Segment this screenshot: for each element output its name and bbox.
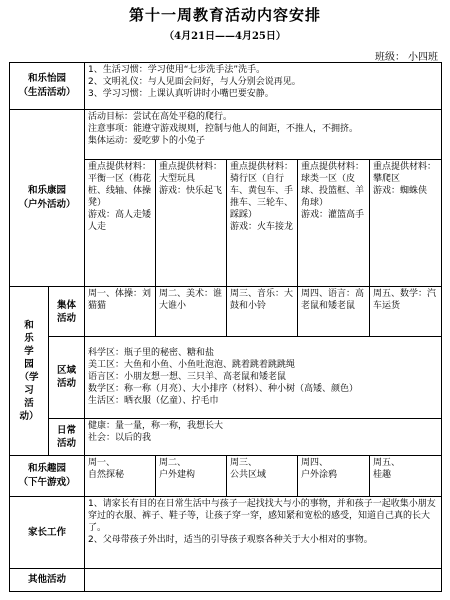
group-activity-fri bbox=[370, 287, 442, 336]
life-garden-label-type: （生活活动） bbox=[18, 87, 76, 99]
health-garden-label-type: （户外活动） bbox=[18, 199, 76, 211]
parent-work-row bbox=[10, 497, 442, 569]
daily-line: 社会：以后的我 bbox=[88, 433, 152, 444]
area-game: 游戏：蜘蛛侠 bbox=[373, 185, 428, 196]
area-materials: 重点提供材料：大型玩具 bbox=[159, 161, 223, 184]
learning-label-char: 习 bbox=[24, 385, 34, 397]
daily-label-line: 活动 bbox=[57, 438, 77, 450]
fun-day-fri bbox=[370, 456, 442, 497]
group-label-line: 活动 bbox=[57, 312, 77, 324]
other-content bbox=[85, 569, 442, 592]
area-materials: 重点提供材料：骑行区（自行车、黄包车、手推车、三轮车、踩踩） bbox=[230, 161, 294, 220]
area-game: 游戏：高人走矮人走 bbox=[88, 209, 152, 232]
life-line: 1、生活习惯：学习使用“七步洗手法”洗手。 bbox=[88, 65, 266, 75]
group-activity-text: 周一、体操：刘猫猫 bbox=[88, 289, 152, 312]
learning-area-row bbox=[10, 336, 442, 418]
outdoor-area-5 bbox=[370, 159, 442, 287]
life-line: 2、文明礼仪：与人见面会问好，与人分别会说再见。 bbox=[88, 77, 301, 87]
fun-activity: 自然探秘 bbox=[88, 470, 125, 481]
learning-label-char: 园 bbox=[24, 359, 34, 371]
outdoor-area-4 bbox=[298, 159, 370, 287]
fun-day-wed bbox=[227, 456, 298, 497]
fun-day: 周二、 bbox=[159, 458, 187, 469]
area-game: 游戏：灌篮高手 bbox=[301, 209, 365, 220]
health-garden-row-top bbox=[10, 110, 442, 159]
daily-activity-label bbox=[49, 419, 85, 456]
area-line: 生活区：晒衣服（亿童）、拧毛巾 bbox=[88, 396, 219, 407]
fun-day-thu bbox=[298, 456, 370, 497]
area-materials: 重点提供材料：球类一区（皮球、投篮框、羊角球） bbox=[301, 161, 365, 208]
group-activity-label bbox=[49, 287, 85, 336]
area-materials: 重点提供材料：平衡一区（梅花桩、线轴、体操凳） bbox=[88, 161, 152, 208]
group-activity-text: 周五、数学：汽车运货 bbox=[373, 289, 437, 312]
life-garden-content bbox=[85, 63, 442, 110]
parent-work-item: 1、请家长有目的在日常生活中与孩子一起找找大与小的事物，并和孩子一起收集小朋友穿过的衣服、裤子、鞋子等，让孩子穿一穿，感知紧和宽松的感受，知道自己真的长大了。 bbox=[88, 499, 436, 534]
learning-daily-row bbox=[10, 419, 442, 456]
outdoor-area-1 bbox=[85, 159, 156, 287]
outdoor-area-3 bbox=[227, 159, 298, 287]
class-label: 班级： bbox=[375, 52, 405, 63]
area-activity-label bbox=[49, 336, 85, 418]
fun-day-mon bbox=[85, 456, 156, 497]
group-label-line: 集体 bbox=[57, 299, 77, 311]
class-info bbox=[372, 48, 438, 63]
area-materials: 重点提供材料：攀爬区 bbox=[373, 161, 437, 184]
area-game: 游戏：火车接龙 bbox=[230, 221, 294, 232]
area-activity-content bbox=[85, 336, 442, 418]
fun-activity: 公共区域 bbox=[230, 470, 267, 481]
group-activity-mon bbox=[85, 287, 156, 336]
fun-activity: 户外建构 bbox=[159, 470, 196, 481]
group-activity-wed bbox=[227, 287, 298, 336]
group-activity-tue bbox=[156, 287, 227, 336]
area-label-line: 区域 bbox=[57, 365, 77, 377]
fun-garden-label-type: （下午游戏） bbox=[18, 477, 76, 489]
parent-work-content bbox=[85, 497, 442, 569]
fun-day: 周三、 bbox=[230, 458, 258, 469]
date-range: （4月21日——4月25日） bbox=[164, 31, 286, 42]
area-game: 游戏：快乐起飞 bbox=[159, 185, 223, 196]
life-line: 3、学习习惯：上课认真听讲时小嘴巴要安静。 bbox=[88, 89, 274, 99]
life-garden-row bbox=[10, 63, 442, 110]
area-line: 科学区：瓶子里的秘密、糖和盐 bbox=[88, 348, 215, 359]
parent-work-label: 家长工作 bbox=[10, 497, 85, 569]
learning-label-char: 和 bbox=[24, 320, 34, 332]
learning-group-row bbox=[10, 287, 442, 336]
area-line: 语言区：小朋友想一想、三只羊、高老鼠和矮老鼠 bbox=[88, 372, 287, 383]
outdoor-area-2 bbox=[156, 159, 227, 287]
schedule-table bbox=[9, 62, 442, 592]
learning-label-char: （学 bbox=[19, 372, 39, 384]
group-activity-thu bbox=[298, 287, 370, 336]
fun-day-tue bbox=[156, 456, 227, 497]
learning-label-char: 乐 bbox=[24, 333, 34, 345]
other-row bbox=[10, 569, 442, 592]
fun-garden-label bbox=[10, 456, 85, 497]
learning-label-char: 活 bbox=[24, 398, 34, 410]
daily-activity-content bbox=[85, 419, 442, 456]
area-line: 美工区：大鱼和小鱼、小鱼吐泡泡、跳着跳着跳跳绳 bbox=[88, 360, 296, 371]
group-activity-text: 周三、音乐：大鼓和小铃 bbox=[230, 289, 294, 312]
area-label-line: 活动 bbox=[57, 378, 77, 390]
page-title: 第十一周教育活动内容安排 bbox=[128, 6, 321, 24]
learning-garden-label bbox=[10, 287, 49, 456]
fun-day: 周一、 bbox=[88, 458, 116, 469]
fun-activity: 桂趣 bbox=[373, 470, 392, 481]
fun-day: 周五、 bbox=[373, 458, 401, 469]
learning-label-char: 学 bbox=[24, 346, 34, 358]
health-garden-label-name: 和乐康园 bbox=[28, 185, 67, 197]
fun-activity: 户外涂鸦 bbox=[301, 470, 338, 481]
group-exercise: 集体运动：爱吃萝卜的小兔子 bbox=[88, 136, 206, 147]
fun-garden-label-name: 和乐趣园 bbox=[28, 463, 67, 475]
health-garden-summary bbox=[85, 110, 442, 159]
class-value: 小四班 bbox=[408, 52, 438, 63]
activity-notes: 注意事项：能遵守游戏规则，控制与他人的间距，不推人，不拥挤。 bbox=[88, 124, 359, 135]
health-garden-label bbox=[10, 110, 85, 287]
fun-day: 周四、 bbox=[301, 458, 329, 469]
life-garden-label-name: 和乐怡园 bbox=[28, 73, 67, 85]
activity-goal: 活动目标：尝试在高处平稳的爬行。 bbox=[88, 112, 233, 123]
daily-line: 健康：量一量，称一称，我想长大 bbox=[88, 421, 224, 432]
group-activity-text: 周二、美术：谁大谁小 bbox=[159, 289, 223, 312]
parent-work-item: 2、父母带孩子外出时，适当的引导孩子观察各种关于大小相对的事物。 bbox=[88, 535, 373, 546]
life-garden-label bbox=[10, 63, 85, 110]
learning-label-char: 动） bbox=[19, 411, 39, 423]
area-line: 数学区：称一称（月亮）、大小排序（材料）、种小树（高矮、颜色） bbox=[88, 384, 359, 395]
other-label: 其他活动 bbox=[10, 569, 85, 592]
group-activity-text: 周四、语言：高老鼠和矮老鼠 bbox=[301, 289, 365, 312]
fun-garden-row bbox=[10, 456, 442, 497]
daily-label-line: 日常 bbox=[57, 425, 77, 437]
